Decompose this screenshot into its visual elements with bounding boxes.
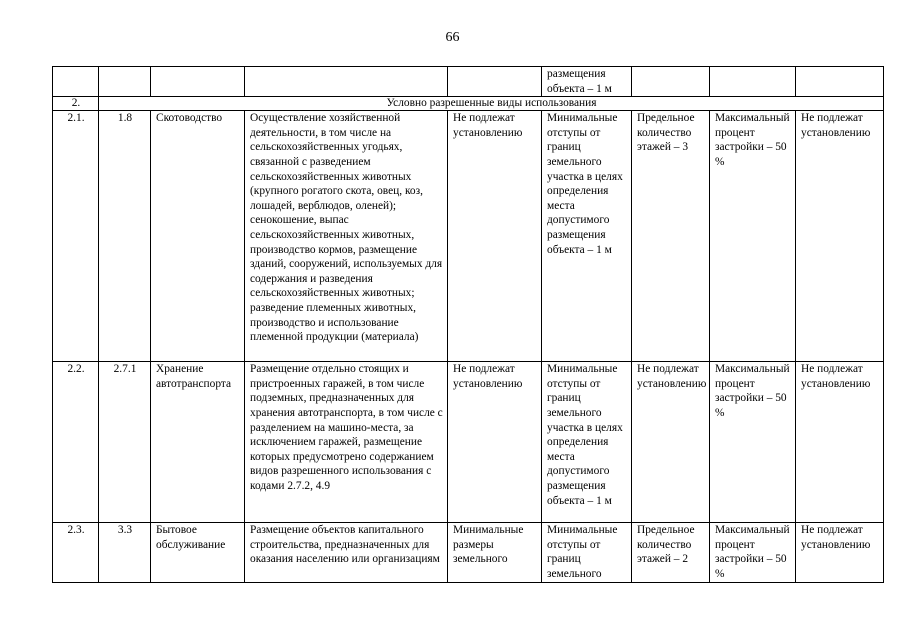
table-cell: [710, 67, 796, 97]
row-other: Не подлежат установлению: [796, 523, 884, 582]
table-row-continuation: [53, 67, 884, 97]
row-code: 3.3: [99, 523, 151, 582]
table-cell: [151, 67, 245, 97]
row-other: Не подлежат установлению: [796, 362, 884, 523]
row-use-name: Скотоводство: [151, 111, 245, 362]
row-description: Осуществление хозяйственной деятельности, в том числе на сельскохозяйственных угодьях, связанной с разведением сельскохозяйственных животных (крупного рогатого скота, овец, коз, лошадей, верблюдов, оленей); сенокошение, выпас сельскохозяйственных животных, производство кормов, размещение зданий, сооружений, используемых для содержания и разведения сельскохозяйственных животных; разведение племенных животных, производство и использование племенной продукции (материала): [245, 111, 448, 362]
table-section-row: [53, 97, 884, 111]
row-other: Не подлежат установлению: [796, 111, 884, 362]
table-row: [53, 362, 884, 523]
table-cell: [632, 67, 710, 97]
row-setbacks: Минимальные отступы от границ земельного участка в целях определения места допустимого размещения объекта – 1 м: [542, 362, 632, 523]
row-description: Размещение отдельно стоящих и пристроенных гаражей, в том числе подземных, предназначенных для хранения автотранспорта, в том числе с разделением на машино-места, за исключением гаражей, размещение которых предусмотрено содержанием видов разрешенного использования с кодами 2.7.2, 4.9: [245, 362, 448, 523]
row-number: 2.3.: [53, 523, 99, 582]
row-description: Размещение объектов капитального строительства, предназначенных для оказания населению или организациям: [245, 523, 448, 582]
row-floors: Предельное количество этажей – 3: [632, 111, 710, 362]
table-cell: [448, 67, 542, 97]
page-number: 66: [445, 30, 460, 45]
table-cell: [53, 67, 99, 97]
row-plot-size: Не подлежат установлению: [448, 111, 542, 362]
section-number: 2.: [53, 97, 99, 111]
row-number: 2.1.: [53, 111, 99, 362]
row-plot-size: Не подлежат установлению: [448, 362, 542, 523]
row-coverage: Максимальный процент застройки – 50 %: [710, 523, 796, 582]
row-use-name: Бытовое обслуживание: [151, 523, 245, 582]
table-cell: [245, 67, 448, 97]
section-title: Условно разрешенные виды использования: [99, 97, 884, 111]
row-number: 2.2.: [53, 362, 99, 523]
table-cell: размещения объекта – 1 м: [542, 67, 632, 97]
row-use-name: Хранение автотранспорта: [151, 362, 245, 523]
row-setbacks: Минимальные отступы от границ земельного участка в целях определения места допустимого размещения объекта – 1 м: [542, 111, 632, 362]
row-coverage: Максимальный процент застройки – 50 %: [710, 362, 796, 523]
table-row: [53, 111, 884, 362]
row-setbacks: Минимальные отступы от границ земельного: [542, 523, 632, 582]
table-cell: [99, 67, 151, 97]
table-row: [53, 523, 884, 582]
row-floors: Не подлежат установлению: [632, 362, 710, 523]
row-code: 2.7.1: [99, 362, 151, 523]
row-coverage: Максимальный процент застройки – 50 %: [710, 111, 796, 362]
zoning-table: [52, 66, 884, 583]
row-plot-size: Минимальные размеры земельного: [448, 523, 542, 582]
row-code: 1.8: [99, 111, 151, 362]
table-cell: [796, 67, 884, 97]
row-floors: Предельное количество этажей – 2: [632, 523, 710, 582]
